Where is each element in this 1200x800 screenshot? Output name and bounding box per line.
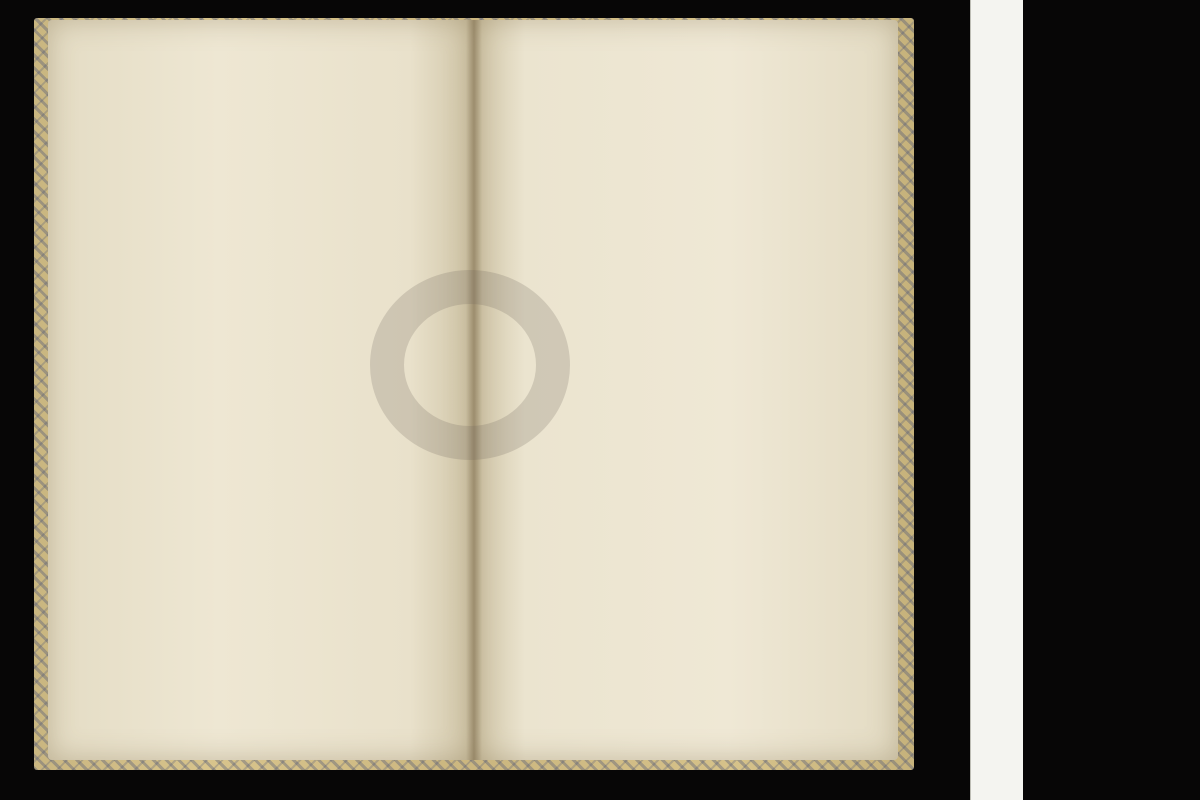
left-page bbox=[48, 20, 474, 760]
book-gutter bbox=[466, 20, 482, 760]
measurement-ruler bbox=[970, 0, 1023, 800]
right-page bbox=[474, 20, 898, 760]
